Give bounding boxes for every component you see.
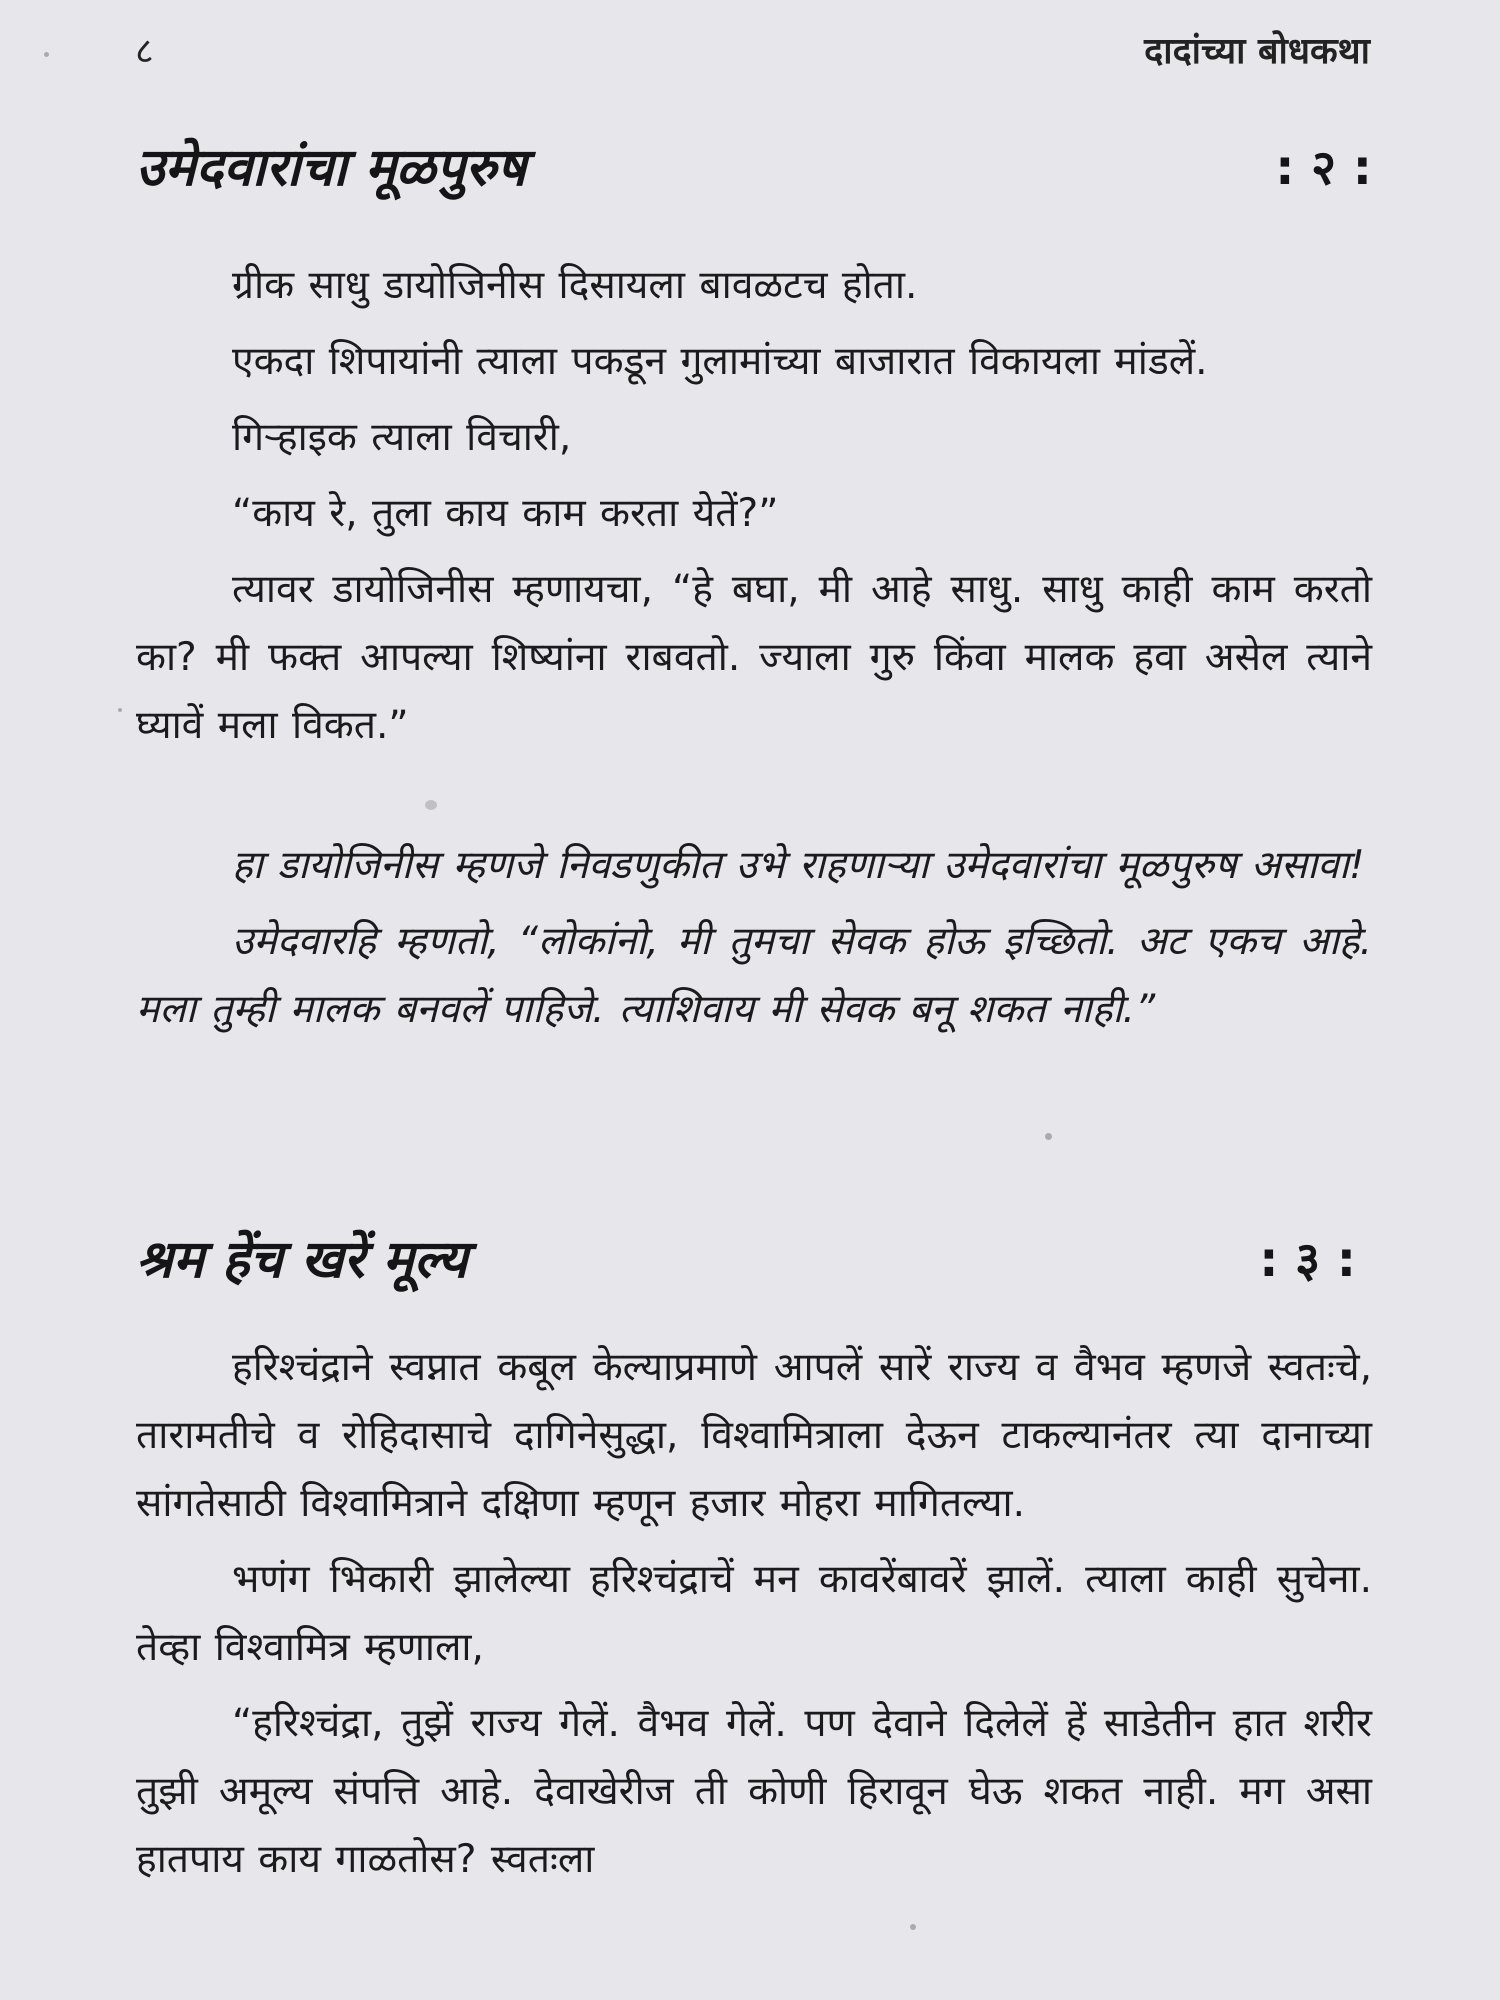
story-2-paragraph: भणंग भिकारी झालेल्या हरिश्चंद्राचें मन कावरेंबावरें झालें. त्याला काही सुचेना. तेव्हा विश्वामित्र म्हणाला, bbox=[136, 1557, 1372, 1670]
story-2-body bbox=[136, 1334, 1372, 1894]
story-1-moral bbox=[136, 832, 1372, 1044]
page-number: ८ bbox=[135, 31, 154, 72]
book-title: दादांच्या बोधकथा bbox=[1144, 31, 1370, 72]
story-1-heading bbox=[136, 132, 1372, 204]
story-1-paragraph: त्यावर डायोजिनीस म्हणायचा, “हे बघा, मी आहे साधु. साधु काही काम करतो का? मी फक्त आपल्या शिष्यांना राबवतो. ज्याला गुरु किंवा मालक हवा असेल त्याने घ्यावें मला विकत.” bbox=[136, 567, 1372, 748]
paper-speck bbox=[910, 1924, 916, 1930]
story-2-title: श्रम हेंच खरें मूल्य bbox=[136, 1230, 468, 1290]
story-1-paragraph: “काय रे, तुला काय काम करता येतें?” bbox=[232, 491, 779, 536]
running-head bbox=[135, 28, 1370, 76]
story-1-title: उमेदवारांचा मूळपुरुष bbox=[136, 138, 527, 198]
story-1-body bbox=[136, 252, 1372, 760]
story-2-number: : ३ : bbox=[1259, 1232, 1356, 1288]
paper-speck bbox=[118, 708, 122, 712]
story-1-number: : २ : bbox=[1275, 140, 1372, 196]
story-2-heading bbox=[136, 1224, 1372, 1296]
story-2-paragraph: “हरिश्चंद्रा, तुझें राज्य गेलें. वैभव गेलें. पण देवाने दिलेलें हें साडेतीन हात शरीर तुझी अमूल्य संपत्ति आहे. देवाखेरीज ती कोणी हिरावून घेऊ शकत नाही. मग असा हातपाय काय गाळतोस? स्वतःला bbox=[136, 1701, 1372, 1882]
story-1-paragraph: ग्रीक साधु डायोजिनीस दिसायला बावळटच होता. bbox=[232, 263, 918, 308]
paper-speck bbox=[1045, 1133, 1052, 1140]
story-1-moral-paragraph: उमेदवारहि म्हणतो, “लोकांनो, मी तुमचा सेवक होऊ इच्छितो. अट एकच आहे. मला तुम्ही मालक बनवलें पाहिजे. त्याशिवाय मी सेवक बनू शकत नाही.” bbox=[136, 919, 1372, 1032]
story-1-moral-paragraph: हा डायोजिनीस म्हणजे निवडणुकीत उभे राहणाऱ्या उमेदवारांचा मूळपुरुष असावा! bbox=[232, 843, 1365, 888]
story-1-paragraph: एकदा शिपायांनी त्याला पकडून गुलामांच्या बाजारात विकायला मांडलें. bbox=[232, 339, 1208, 384]
paper-speck bbox=[44, 52, 49, 57]
story-2-paragraph: हरिश्चंद्राने स्वप्नात कबूल केल्याप्रमाणे आपलें सारें राज्य व वैभव म्हणजे स्वतःचे, तारामतीचे व रोहिदासाचे दागिनेसुद्धा, विश्वामित्राला देऊन टाकल्यानंतर त्या दानाच्या सांगतेसाठी विश्वामित्राने दक्षिणा म्हणून हजार मोहरा मागितल्या. bbox=[136, 1345, 1372, 1526]
paper-speck bbox=[425, 800, 437, 810]
story-1-paragraph: गिऱ्हाइक त्याला विचारी, bbox=[232, 415, 572, 460]
